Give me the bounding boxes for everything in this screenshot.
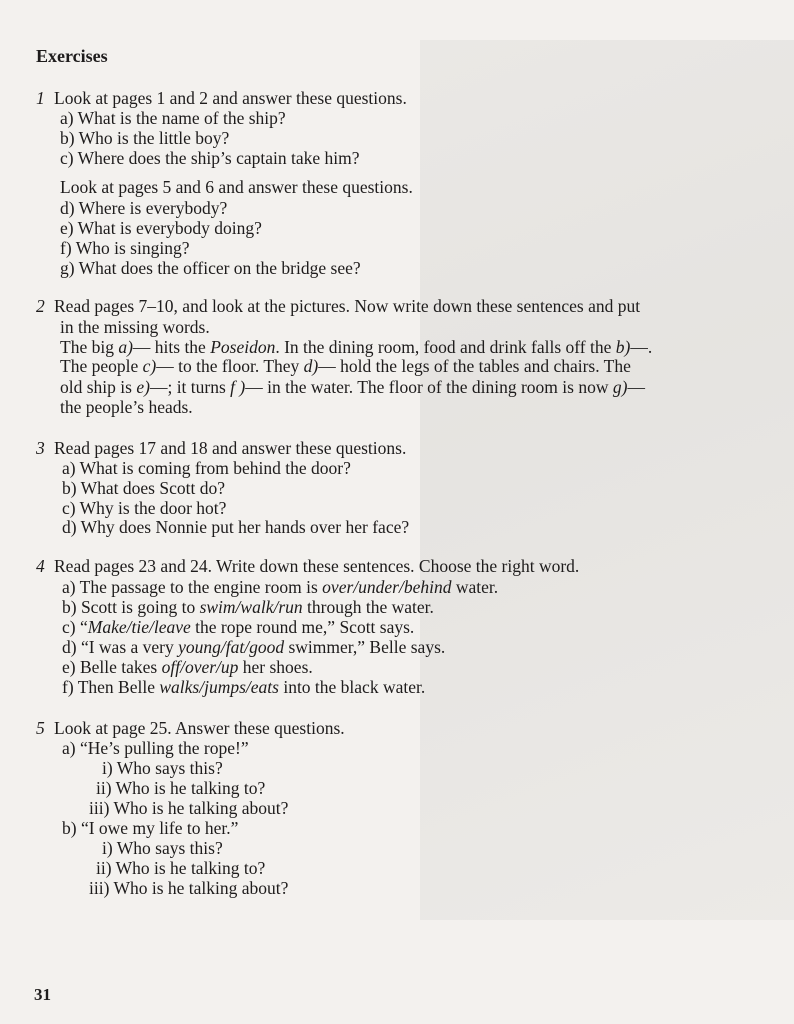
blank-label: b)	[615, 337, 631, 357]
blank-label: d)	[303, 356, 319, 376]
question-item: a) What is coming from behind the door?	[62, 458, 351, 478]
text: into the black water.	[278, 677, 426, 697]
exercise-2-line	[60, 356, 631, 376]
sub-question: ii) Who is he talking to?	[96, 778, 266, 798]
intro-text: Read pages 23 and 24. Write down these sentences. Choose the right word.	[54, 556, 580, 576]
exercise-3-intro	[36, 438, 406, 458]
text: c) “	[62, 617, 88, 637]
question-item: f) Who is singing?	[60, 238, 190, 258]
exercise-number: 1	[36, 88, 45, 108]
text: —.	[630, 337, 653, 357]
question-item: d) Where is everybody?	[60, 198, 228, 218]
word-choices: Make/tie/leave	[87, 617, 191, 637]
text: The big	[60, 337, 119, 357]
exercise-2-line: the people’s heads.	[60, 397, 193, 417]
exercise-4-intro	[36, 556, 579, 576]
question-item	[62, 657, 313, 677]
text: — hold the legs of the tables and chairs. The	[318, 356, 631, 376]
text: water.	[451, 577, 499, 597]
sub-question: i) Who says this?	[102, 758, 223, 778]
question-item: b) Who is the little boy?	[60, 128, 230, 148]
exercise-number: 2	[36, 296, 45, 316]
text: d) “I was a very	[62, 637, 179, 657]
question-item: b) What does Scott do?	[62, 478, 225, 498]
word-choices: swim/walk/run	[199, 597, 303, 617]
text: swimmer,” Belle says.	[284, 637, 446, 657]
sub-question: iii) Who is he talking about?	[89, 798, 289, 818]
question-item	[62, 597, 434, 617]
text: —	[627, 377, 645, 397]
exercise-2-line	[60, 337, 652, 357]
question-item	[62, 637, 445, 657]
sub-question: ii) Who is he talking to?	[96, 858, 266, 878]
quote-item: a) “He’s pulling the rope!”	[62, 738, 249, 758]
exercise-number: 5	[36, 718, 45, 738]
text: —; it turns	[149, 377, 231, 397]
text: — to the floor. They	[156, 356, 304, 376]
intro-text: Look at page 25. Answer these questions.	[54, 718, 345, 738]
text: — in the water. The floor of the dining room is now	[245, 377, 613, 397]
text: a) The passage to the engine room is	[62, 577, 323, 597]
exercise-number: 3	[36, 438, 45, 458]
word-choices: off/over/up	[161, 657, 239, 677]
quote-item: b) “I owe my life to her.”	[62, 818, 239, 838]
text: b) Scott is going to	[62, 597, 200, 617]
blank-label: a)	[118, 337, 133, 357]
exercise-1-intro	[36, 88, 407, 108]
question-item	[62, 617, 414, 637]
word-choices: walks/jumps/eats	[159, 677, 279, 697]
exercise-2-line	[60, 377, 645, 397]
exercise-2-line: in the missing words.	[60, 317, 210, 337]
question-item	[62, 577, 498, 597]
blank-label: e)	[136, 377, 150, 397]
word-choices: young/fat/good	[178, 637, 285, 657]
intro-text: Read pages 17 and 18 and answer these questions.	[54, 438, 407, 458]
sub-question: iii) Who is he talking about?	[89, 878, 289, 898]
text: . In the dining room, food and drink falls off the	[275, 337, 616, 357]
question-item	[62, 677, 425, 697]
blank-label: g)	[612, 377, 628, 397]
question-item: a) What is the name of the ship?	[60, 108, 286, 128]
question-item: g) What does the officer on the bridge see?	[60, 258, 361, 278]
question-item: c) Why is the door hot?	[62, 498, 227, 518]
ship-name: Poseidon	[210, 337, 276, 357]
text: her shoes.	[238, 657, 313, 677]
word-choices: over/under/behind	[322, 577, 452, 597]
sub-question: i) Who says this?	[102, 838, 223, 858]
page-number: 31	[34, 985, 51, 1004]
text: the rope round me,” Scott says.	[190, 617, 415, 637]
question-item: c) Where does the ship’s captain take him?	[60, 148, 360, 168]
blank-label: c)	[142, 356, 157, 376]
question-item: e) What is everybody doing?	[60, 218, 262, 238]
text: e) Belle takes	[62, 657, 162, 677]
question-item: d) Why does Nonnie put her hands over her face?	[62, 517, 410, 537]
exercise-5-intro	[36, 718, 345, 738]
exercise-1-intro-2: Look at pages 5 and 6 and answer these questions.	[60, 177, 413, 197]
exercise-number: 4	[36, 556, 45, 576]
exercise-2-line	[36, 296, 640, 316]
intro-text: Look at pages 1 and 2 and answer these questions.	[54, 88, 407, 108]
text: through the water.	[302, 597, 434, 617]
text: The people	[60, 356, 143, 376]
text: — hits the	[132, 337, 211, 357]
text: f) Then Belle	[62, 677, 160, 697]
page-heading: Exercises	[36, 46, 108, 66]
exercise-text: Read pages 7–10, and look at the pictures. Now write down these sentences and put	[54, 296, 641, 316]
blank-label: f )	[230, 377, 246, 397]
text: old ship is	[60, 377, 137, 397]
